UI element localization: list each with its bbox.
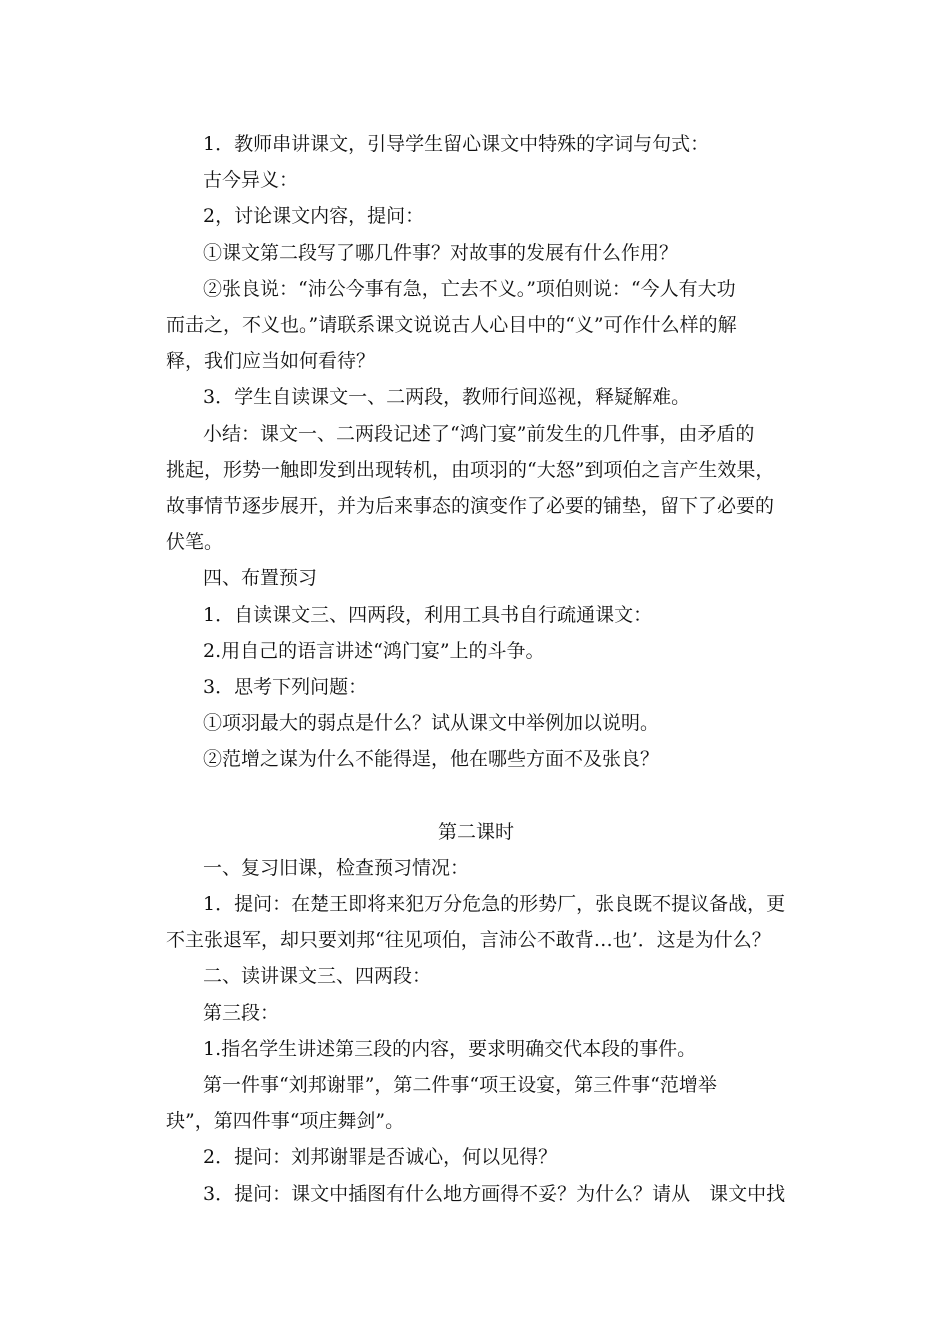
text-line: 第一件事“刘邦谢罪”，第二件事“项王设宴，第三件事“范增举 (203, 1074, 717, 1097)
paragraph (166, 126, 786, 162)
paragraph (166, 1176, 786, 1212)
text-line: 故事情节逐步展开，并为后来事态的演变作了必要的铺垫，留下了必要的 (166, 495, 775, 518)
text-line: 四、布置预习 (203, 567, 318, 590)
text-line: 挑起，形势一触即发到出现转机，由项羽的“大怒”到项伯之言产生效果， (166, 458, 775, 481)
paragraph (166, 597, 786, 633)
paragraph (166, 162, 786, 198)
paragraph (166, 198, 786, 234)
text-line: 2．提问：刘邦谢罪是否诚心，何以见得？ (203, 1146, 558, 1169)
paragraph (166, 1031, 786, 1067)
text-line: 1．教师串讲课文，引导学生留心课文中特殊的字词与句式： (203, 133, 710, 155)
text-line: ①课文第二段写了哪几件事？对故事的发展有什么作用？ (203, 241, 679, 264)
text-line: 释，我们应当如何看待？ (166, 350, 376, 373)
section-gap (166, 778, 786, 814)
paragraph (166, 560, 786, 596)
paragraph (166, 995, 786, 1031)
text-line: ②张良说：“沛公今事有急，亡去不义。”项伯则说：“今人有大功 (203, 277, 736, 300)
paragraph (166, 669, 786, 705)
paragraph (166, 705, 786, 741)
text-line: 二、读讲课文三、四两段： (203, 965, 432, 988)
text-line: 伏笔。 (166, 531, 224, 554)
text-line: 玦”，第四件事“项庄舞剑”。 (166, 1110, 405, 1133)
text-line: 3．学生自读课文一、二两段，教师行间巡视，释疑解难。 (203, 386, 691, 409)
paragraph (166, 1139, 786, 1175)
paragraph (166, 633, 786, 669)
text-line: 1.指名学生讲述第三段的内容，要求明确交代本段的事件。 (203, 1037, 697, 1060)
text-line: 2.用自己的语言讲述“鸿门宴”上的斗争。 (203, 639, 545, 662)
text-line: 古今异义： (203, 169, 299, 192)
paragraph (166, 1067, 786, 1139)
text-line: 第三段： (203, 1001, 280, 1024)
paragraph (166, 235, 786, 271)
text-line: 3．思考下列问题： (203, 676, 368, 699)
paragraph (166, 379, 786, 415)
text-line: 小结：课文一、二两段记述了“鸿门宴”前发生的几件事，由矛盾的 (203, 422, 755, 445)
text-line: 而击之，不义也。”请联系课文说说古人心目中的“义”可作什么样的解 (166, 314, 737, 337)
text-line: ①项羽最大的弱点是什么？试从课文中举例加以说明。 (203, 712, 660, 735)
text-line: 3．提问：课文中插图有什么地方画得不妥？为什么？请从 课文中找 (203, 1182, 786, 1205)
paragraph (166, 416, 786, 561)
document-page (166, 126, 786, 1212)
paragraph (166, 741, 786, 777)
text-line: 一、复习旧课，检查预习情况： (203, 856, 470, 879)
lesson-part-two (166, 850, 786, 1212)
text-line: 不主张退军，却只要刘邦“往见项伯，言沛公不敢背…也’．这是为什么？ (166, 929, 771, 952)
text-line: 1．自读课文三、四两段，利用工具书自行疏通课文： (203, 603, 653, 626)
text-line: 2，讨论课文内容，提问： (203, 205, 425, 228)
text-line: ②范增之谋为什么不能得逞，他在哪些方面不及张良？ (203, 748, 660, 771)
paragraph (166, 886, 786, 958)
paragraph (166, 850, 786, 886)
text-line: 1．提问：在楚王即将来犯万分危急的形势厂，张良既不提议备战，更 (203, 893, 786, 916)
paragraph (166, 958, 786, 994)
section-title: 第二课时 (437, 820, 514, 843)
lesson-part-one (166, 126, 786, 778)
paragraph (166, 271, 786, 380)
